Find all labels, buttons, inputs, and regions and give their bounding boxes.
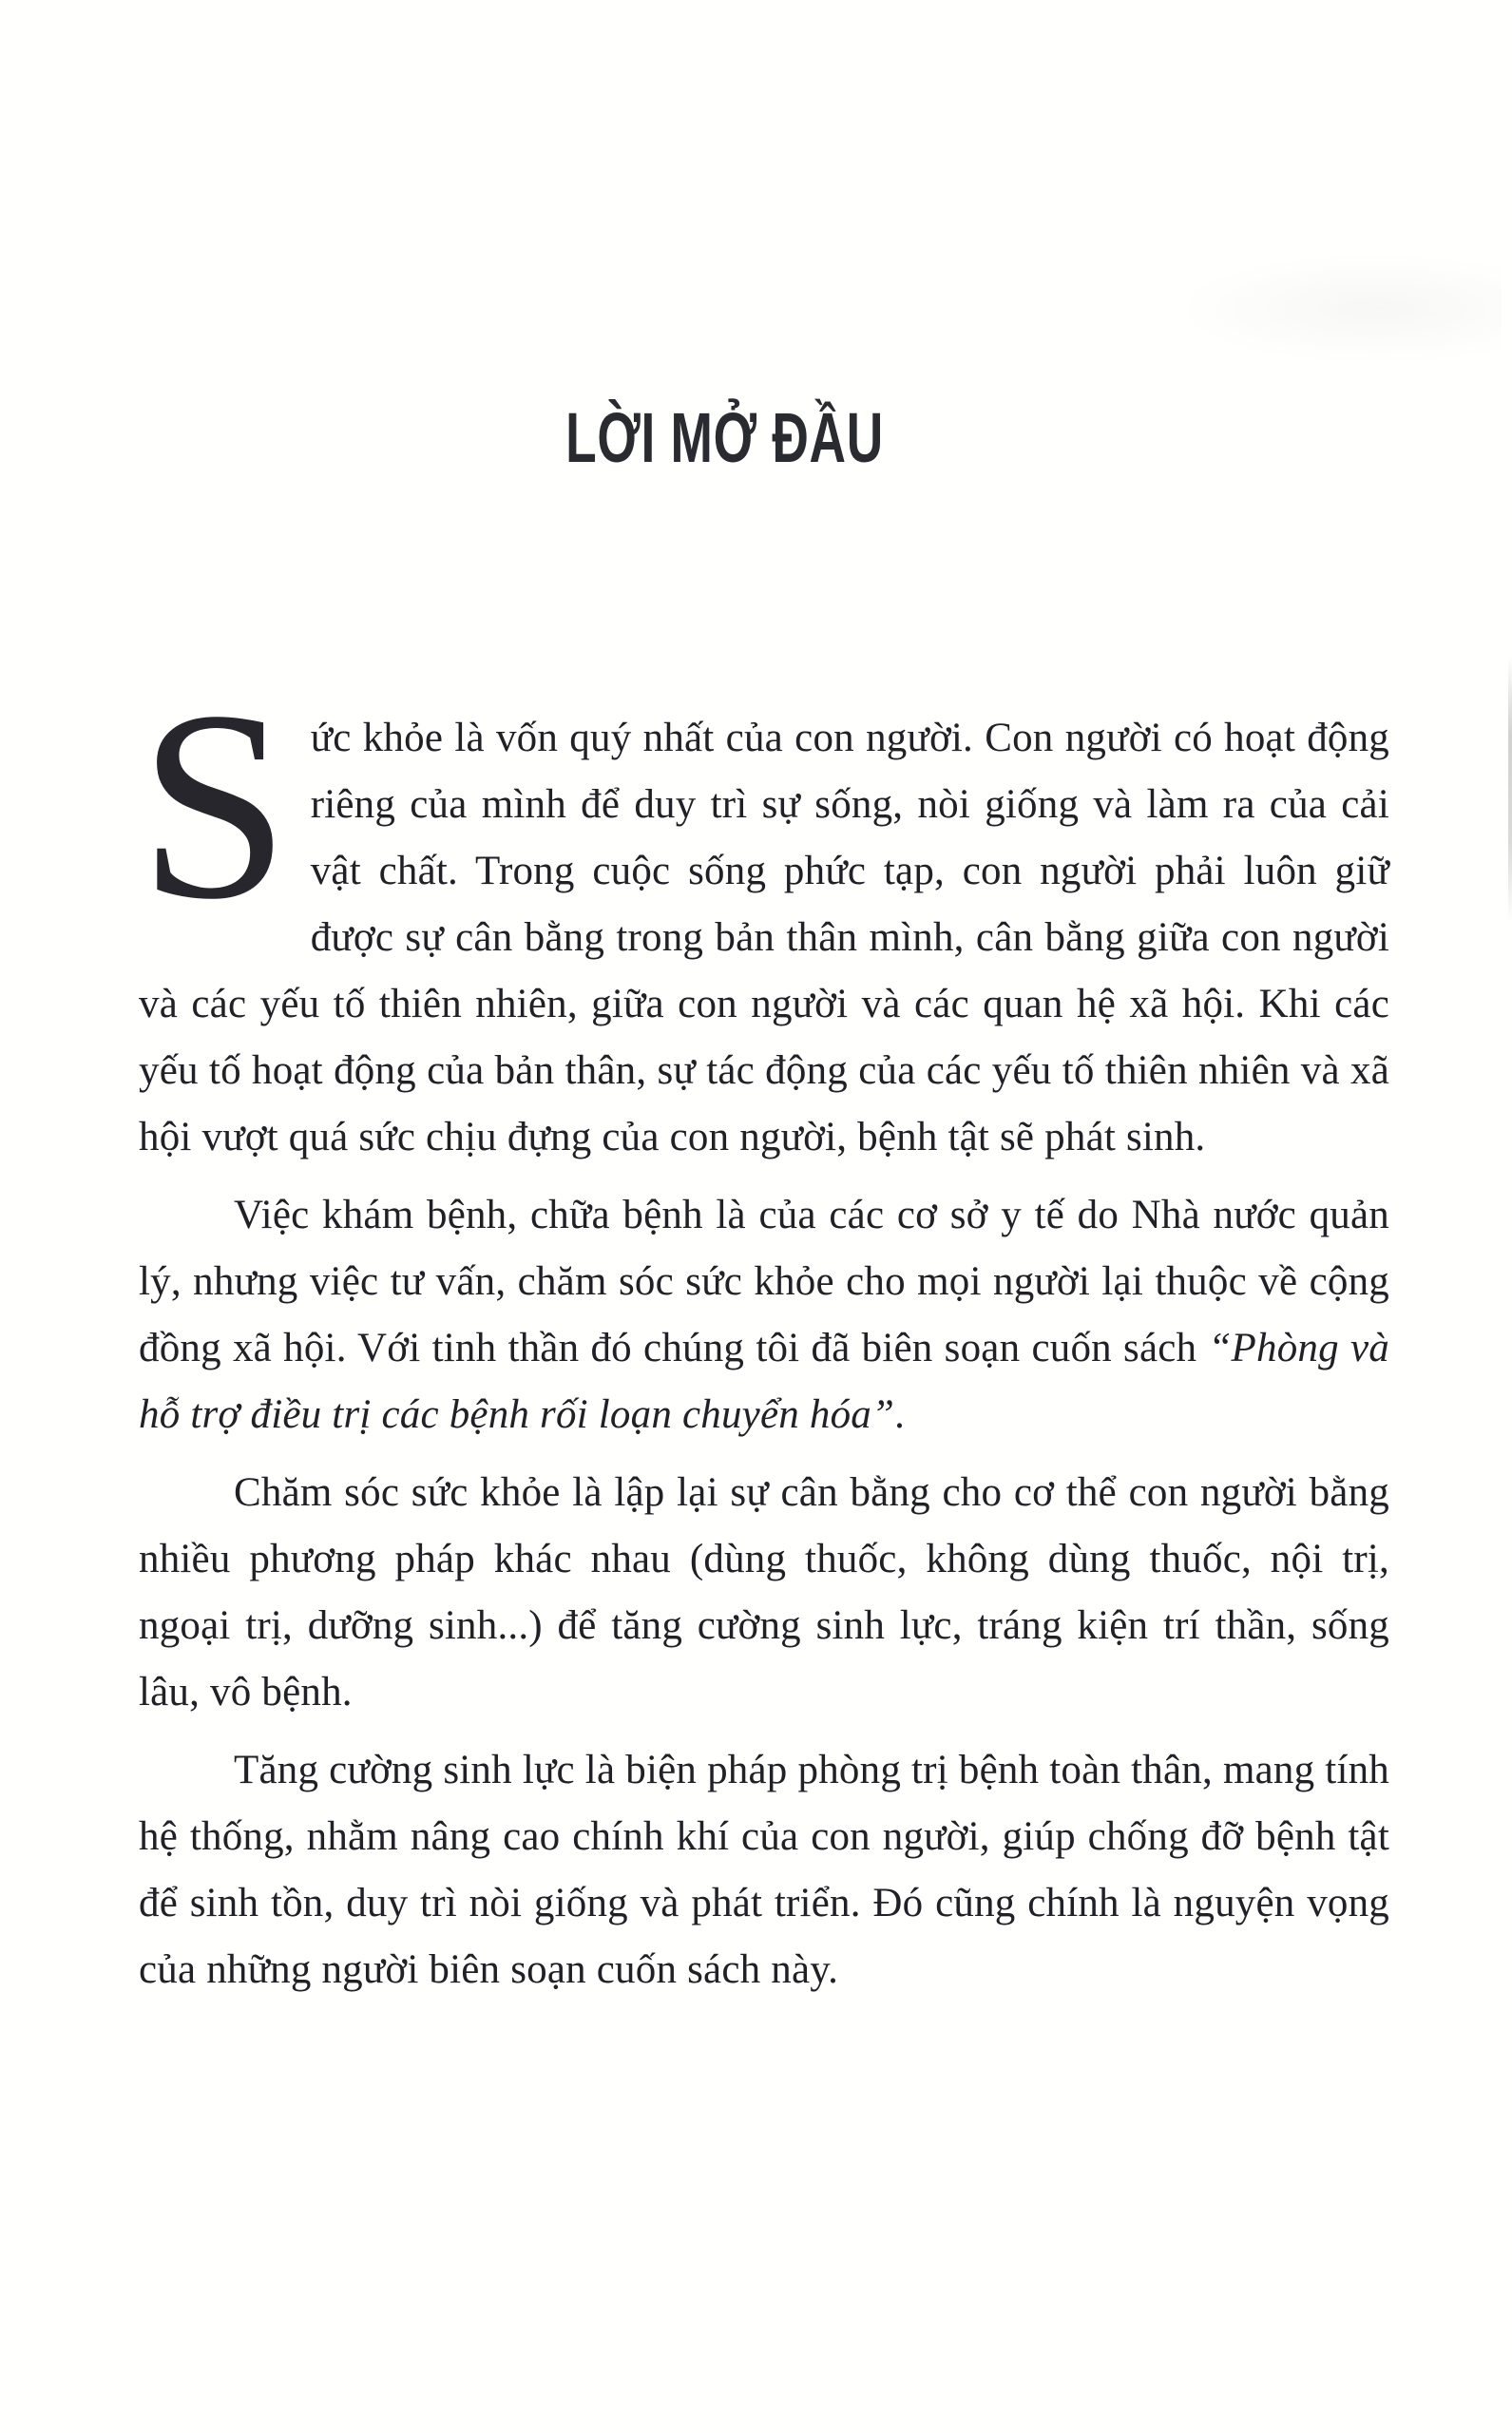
paragraph-2-lead: Việc khám bệnh, chữa bệnh là của các cơ sở y tế do Nhà nước quản lý, nhưng việc tư vấn, chăm sóc sức khỏe cho mọi người lại thuộc về cộng đồng xã hội. Với tinh thần đó chúng tôi đã biên soạn cuốn sách [139, 1193, 1389, 1370]
scan-smudge-artifact [1188, 257, 1502, 361]
paragraph-1 [139, 655, 1389, 1171]
paragraph-4: Tăng cường sinh lực là biện pháp phòng trị bệnh toàn thân, mang tính hệ thống, nhằm nâng cao chính khí của con người, giúp chống đỡ bệnh tật để sinh tồn, duy trì nòi giống và phát triển. Đó cũng chính là nguyện vọng của những người biên soạn cuốn sách này. [139, 1748, 1389, 1992]
paragraph-1-text: ức khỏe là vốn quý nhất của con người. Con người có hoạt động riêng của mình để duy trì sự sống, nòi giống và làm ra của cải vật chất. Trong cuộc sống phức tạp, con người phải luôn giữ được sự cân bằng trong bản thân mình, cân bằng giữa con người và các yếu tố thiên nhiên, giữa con người và các quan hệ xã hội. Khi các yếu tố hoạt động của bản thân, sự tác động của các yếu tố thiên nhiên và xã hội vượt quá sức chịu đựng của con người, bệnh tật sẽ phát sinh. [139, 716, 1389, 1159]
drop-cap: S [139, 655, 290, 955]
scan-edge-artifact [1508, 656, 1512, 922]
body-text [139, 655, 1389, 2003]
book-title-reference: “Phòng và hỗ trợ điều trị các bệnh rối loạn chuyển hóa” [139, 1326, 1389, 1437]
page-title: LỜI MỞ ĐẦU [565, 398, 884, 477]
paragraph-2-tail: . [894, 1392, 906, 1437]
paragraph-3: Chăm sóc sức khỏe là lập lại sự cân bằng cho cơ thể con người bằng nhiều phương pháp khác nhau (dùng thuốc, không dùng thuốc, nội trị, ngoại trị, dưỡng sinh...) để tăng cường sinh lực, tráng kiện trí thần, sống lâu, vô bệnh. [139, 1470, 1389, 1715]
paragraph-2 [139, 1182, 1389, 1448]
